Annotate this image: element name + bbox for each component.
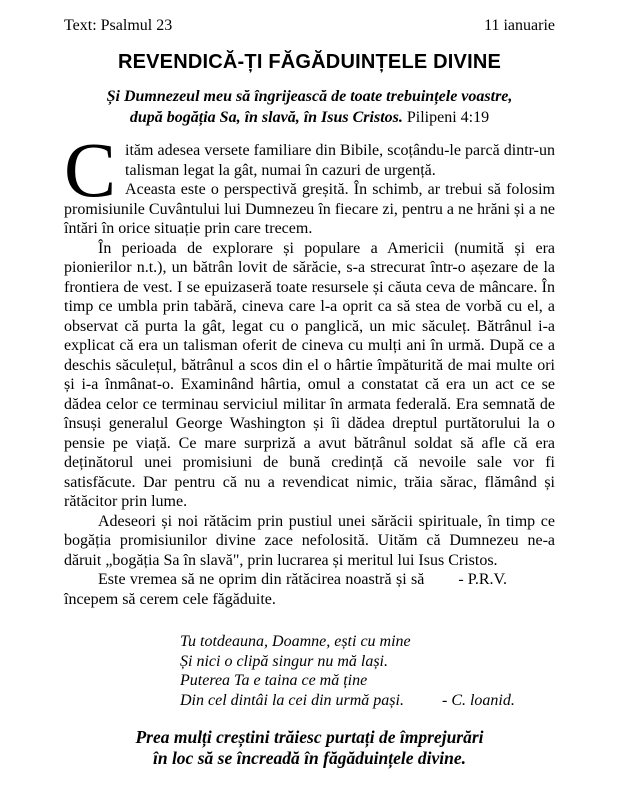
opening-paragraphs bbox=[64, 126, 555, 239]
footer-motto bbox=[64, 727, 555, 769]
epigraph-line-2 bbox=[64, 107, 555, 128]
paragraph-1: ităm adesea versete familiare din Bibile, scoțându-le parcă dintr-un talisman legat la gât, numai în cazuri de urgență. bbox=[125, 142, 555, 179]
poem bbox=[180, 632, 555, 710]
footer-motto-line-1: Prea mulți creștini trăiesc purtați de împrejurări bbox=[135, 727, 484, 747]
poem-line-4-text: Din cel dintâi la cei din urmă pași. bbox=[180, 691, 404, 709]
scripture-reference: Pilipeni 4:19 bbox=[406, 109, 490, 126]
footer-motto-line-2: în loc să se încreadă în făgăduințele divine. bbox=[152, 748, 467, 768]
epigraph-line-1: Și Dumnezeul meu să îngrijească de toate trebuințele voastre, bbox=[106, 88, 513, 105]
epigraph bbox=[64, 86, 555, 128]
paragraph-3: În perioada de explorare și populare a Americii (numită și era pionierilor n.t.), un bătrân lovit de sărăcie, s-a strecurat într-o așezare de la frontiera de vest. I se epuizaseră toate resursele și căuta ceva de mâncare. În timp ce umbla prin tabără, cineva care l-a oprit ca să stea de vorbă cu el, a observat că purta la gât, legat cu o panglică, un mic săculeț. Bătrânul i-a explicat că era un talisman oferit de cineva cu mulți ani în urmă. După ce a deschis săculețul, bătrânul a scos din el o hârtie împăturită de mai multe ori și i-a înmânat-o. Examinând hârtia, omul a constatat că era un act ce se dădea celor ce terminau serviciul militar în armata federală. Era semnată de însuși generalul George Washington și îi dădea dreptul purtătorului la o pensie pe viață. Ce mare surpriză a avut bătrânul soldat să afle că era deținătorul unei promisiuni de bună credință că nevoile sale vor fi satisfăcute. Dar pentru că nu a revendicat nimic, trăia sărac, flămând și rătăcitor prin lume. bbox=[64, 239, 555, 510]
poem-author: - C. loanid. bbox=[441, 691, 515, 709]
poem-line-3: Puterea Ta e taina ce mă ține bbox=[180, 672, 368, 689]
header-date: 11 ianuarie bbox=[484, 17, 555, 34]
paragraph-2: Aceasta este o perspectivă greșită. În schimb, ar trebui să folosim promisiunile Cuvântului lui Dumnezeu în fiecare zi, pentru a ne hrăni și a ne întări în orice situație prin care trecem. bbox=[64, 181, 555, 237]
paragraph-5 bbox=[64, 570, 555, 609]
poem-line-1: Tu totdeauna, Doamne, ești cu mine bbox=[180, 633, 411, 650]
paragraph-5-text: Este vremea să ne oprim din rătăcirea noastră și să începem să cerem cele făgăduite. bbox=[64, 571, 425, 608]
paragraph-4: Adeseori și noi rătăcim prin pustiul unei sărăcii spirituale, în timp ce bogăția promisiunilor divine zace nefolosită. Uităm că Dumnezeu ne-a dăruit „bogăția Sa în slavă", prin lucrarea și meritul lui Isus Cristos. bbox=[64, 512, 555, 569]
body-text bbox=[64, 126, 555, 609]
drop-cap: C bbox=[64, 126, 117, 213]
poem-line-2: Și nici o clipă singur nu mă lași. bbox=[180, 652, 388, 670]
page-header bbox=[64, 16, 555, 35]
epigraph-quote-end: după bogăția Sa, în slavă, în Isus Cristos. bbox=[129, 109, 403, 126]
poem-line-4 bbox=[180, 691, 555, 711]
author-initials: - P.R.V. bbox=[458, 571, 507, 588]
header-text-reference: Text: Psalmul 23 bbox=[64, 17, 173, 34]
page-title: REVENDICĂ-ȚI FĂGĂDUINȚELE DIVINE bbox=[117, 51, 502, 73]
